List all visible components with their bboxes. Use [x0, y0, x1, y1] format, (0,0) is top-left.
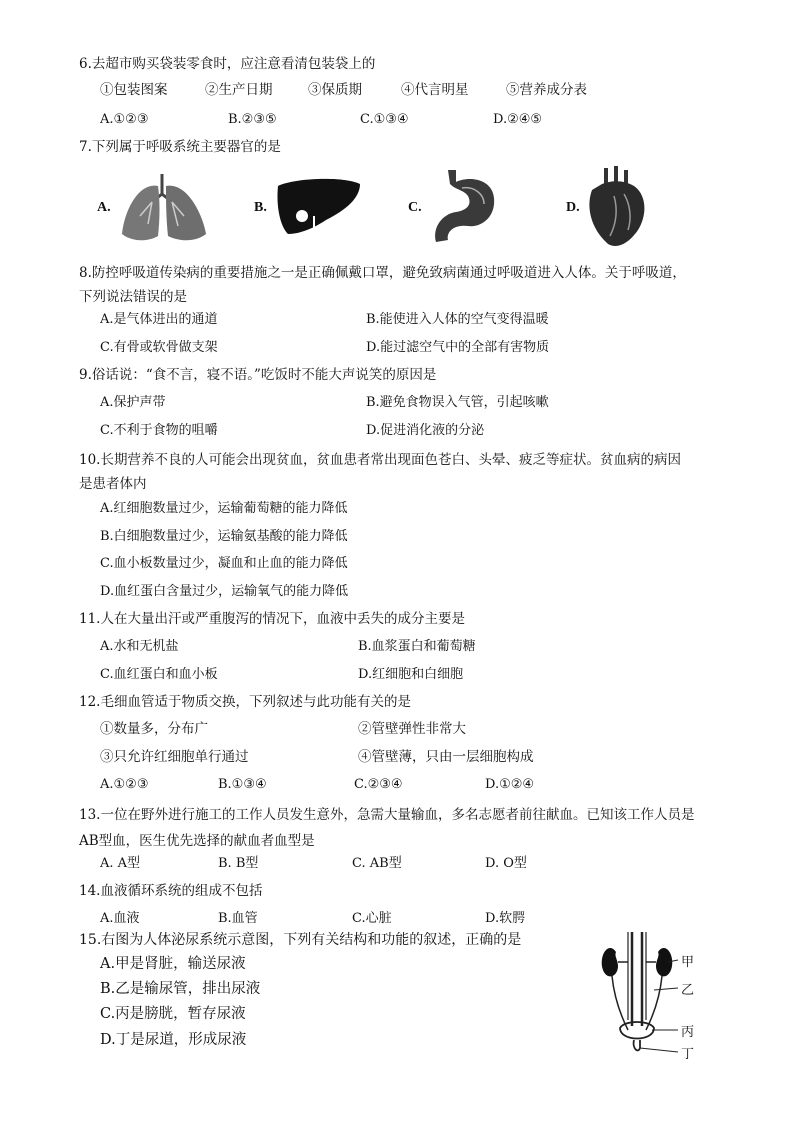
q6-item-4: ④代言明星 — [401, 82, 469, 98]
diagram-label-jia: 甲 — [681, 955, 695, 970]
q9-option-c: C.不利于食物的咀嚼 — [100, 423, 218, 438]
q15-option-c: C.丙是膀胱，暂存尿液 — [100, 1006, 246, 1022]
q7-option-c-letter: C. — [408, 200, 422, 215]
q6-item-1: ①包装图案 — [100, 82, 168, 98]
q6-item-2: ②生产日期 — [205, 82, 273, 98]
q6-item-3: ③保质期 — [308, 82, 362, 98]
q6-option-d: D.②④⑤ — [493, 112, 543, 127]
q7-option-a-letter: A. — [97, 200, 111, 215]
q12-stem: 12.毛细血管适于物质交换，下列叙述与此功能有关的是 — [79, 694, 411, 710]
q11-option-b: B.血浆蛋白和葡萄糖 — [358, 639, 476, 654]
q6-option-a: A.①②③ — [100, 112, 149, 127]
q13-option-c: C. AB型 — [352, 856, 402, 871]
q15-option-d: D.丁是尿道，形成尿液 — [100, 1032, 247, 1048]
q15-stem: 15.右图为人体泌尿系统示意图，下列有关结构和功能的叙述，正确的是 — [79, 932, 522, 948]
q10-option-d: D.血红蛋白含量过少，运输氧气的能力降低 — [100, 584, 349, 599]
q14-option-a: A.血液 — [100, 911, 140, 926]
q14-option-c: C.心脏 — [352, 911, 392, 926]
q15-option-a: A.甲是肾脏，输送尿液 — [100, 956, 246, 972]
q11-option-c: C.血红蛋白和血小板 — [100, 667, 218, 682]
q13-option-a: A. A型 — [100, 856, 141, 871]
diagram-label-yi: 乙 — [681, 983, 695, 998]
q7-option-d-letter: D. — [566, 200, 580, 215]
q7-stem: 7.下列属于呼吸系统主要器官的是 — [79, 139, 281, 155]
q9-option-d: D.促进消化液的分泌 — [366, 423, 485, 438]
q12-item-1: ①数量多，分布广 — [100, 721, 208, 737]
q10-stem-line1: 10.长期营养不良的人可能会出现贫血，贫血患者常出现面色苍白、头晕、疲乏等症状。贫血病的病因 — [79, 452, 681, 468]
stomach-illustration — [428, 168, 500, 248]
q6-stem: 6.去超市购买袋装零食时，应注意看清包装袋上的 — [79, 56, 376, 72]
q8-stem-line2: 下列说法错误的是 — [79, 289, 187, 305]
q8-option-a: A.是气体进出的通道 — [100, 312, 218, 327]
q7-option-b-letter: B. — [254, 200, 267, 215]
q10-stem-line2: 是患者体内 — [79, 476, 147, 492]
q12-option-d: D.①②④ — [485, 777, 535, 792]
q14-stem: 14.血液循环系统的组成不包括 — [79, 883, 263, 899]
q9-option-a: A.保护声带 — [100, 395, 166, 410]
diagram-label-bing: 丙 — [681, 1025, 695, 1040]
q6-item-5: ⑤营养成分表 — [506, 82, 587, 98]
q9-stem: 9.俗话说：“食不言，寝不语。”吃饭时不能大声说笑的原因是 — [79, 367, 437, 383]
q12-item-4: ④管壁薄，只由一层细胞构成 — [358, 749, 534, 765]
urinary-system-diagram — [598, 930, 678, 1060]
q12-item-2: ②管壁弹性非常大 — [358, 721, 466, 737]
q8-stem-line1: 8.防控呼吸道传染病的重要措施之一是正确佩戴口罩，避免致病菌通过呼吸道进入人体。关于呼吸道， — [79, 265, 686, 281]
q13-option-d: D. O型 — [485, 856, 527, 871]
q10-option-b: B.白细胞数量过少，运输氨基酸的能力降低 — [100, 529, 348, 544]
q11-option-a: A.水和无机盐 — [100, 639, 179, 654]
q15-option-b: B.乙是输尿管，排出尿液 — [100, 981, 261, 997]
q11-option-d: D.红细胞和白细胞 — [358, 667, 464, 682]
q12-option-b: B.①③④ — [218, 777, 267, 792]
q9-option-b: B.避免食物误入气管，引起咳嗽 — [366, 395, 549, 410]
lungs-illustration — [118, 172, 210, 244]
q6-option-c: C.①③④ — [360, 112, 409, 127]
q10-option-a: A.红细胞数量过少，运输葡萄糖的能力降低 — [100, 501, 348, 516]
q10-option-c: C.血小板数量过少，凝血和止血的能力降低 — [100, 556, 348, 571]
q12-option-c: C.②③④ — [354, 777, 403, 792]
q12-option-a: A.①②③ — [100, 777, 149, 792]
q14-option-b: B.血管 — [218, 911, 258, 926]
q13-stem-line2: AB型血，医生优先选择的献血者血型是 — [79, 833, 315, 849]
q6-option-b: B.②③⑤ — [228, 112, 277, 127]
diagram-label-ding: 丁 — [681, 1047, 695, 1062]
q11-stem: 11.人在大量出汗或严重腹泻的情况下，血液中丢失的成分主要是 — [79, 611, 465, 627]
q8-option-b: B.能使进入人体的空气变得温暖 — [366, 312, 549, 327]
liver-illustration — [274, 176, 364, 240]
q13-stem-line1: 13.一位在野外进行施工的工作人员发生意外，急需大量输血，多名志愿者前往献血。已知该工作人员是 — [79, 807, 695, 823]
q8-option-d: D.能过滤空气中的全部有害物质 — [366, 340, 550, 355]
q13-option-b: B. B型 — [218, 856, 259, 871]
q8-option-c: C.有骨或软骨做支架 — [100, 340, 218, 355]
q14-option-d: D.软腭 — [485, 911, 526, 926]
heart-illustration — [584, 166, 650, 250]
q12-item-3: ③只允许红细胞单行通过 — [100, 749, 249, 765]
